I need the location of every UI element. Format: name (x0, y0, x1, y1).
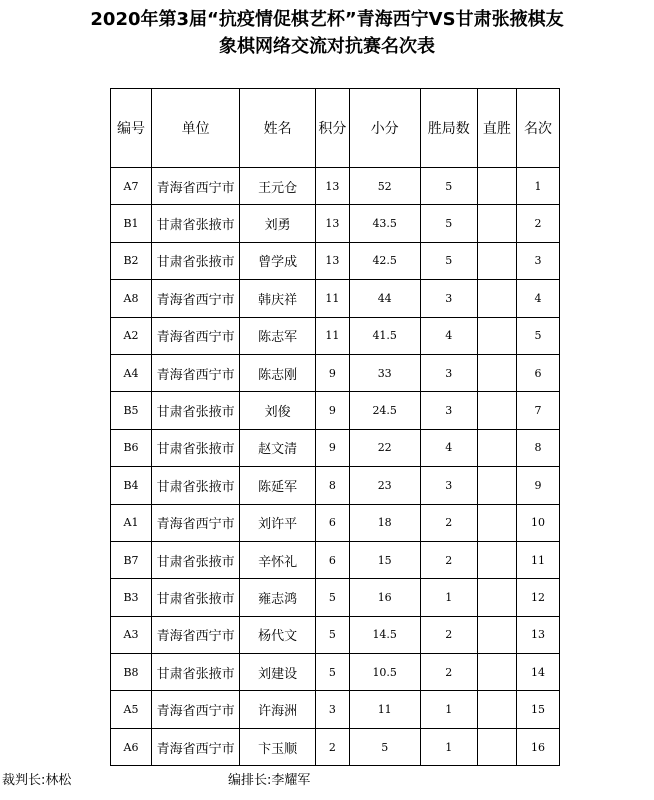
cell-sub-score: 23 (349, 467, 420, 504)
cell-direct-win (477, 691, 516, 728)
cell-id: B1 (111, 205, 152, 242)
document-title (0, 6, 654, 60)
cell-points: 9 (316, 429, 350, 466)
cell-name: 陈延军 (240, 467, 316, 504)
header-cell: 小分 (349, 89, 420, 168)
cell-unit: 青海省西宁市 (152, 354, 240, 391)
cell-direct-win (477, 317, 516, 354)
cell-points: 8 (316, 467, 350, 504)
cell-wins: 3 (420, 467, 477, 504)
cell-name: 许海洲 (240, 691, 316, 728)
cell-rank: 12 (516, 579, 559, 616)
cell-sub-score: 10.5 (349, 654, 420, 691)
cell-name: 刘许平 (240, 504, 316, 541)
table-row (111, 616, 560, 653)
cell-id: B2 (111, 242, 152, 279)
cell-direct-win (477, 354, 516, 391)
cell-unit: 青海省西宁市 (152, 168, 240, 205)
cell-sub-score: 24.5 (349, 392, 420, 429)
cell-id: B3 (111, 579, 152, 616)
cell-id: B4 (111, 467, 152, 504)
cell-unit: 甘肃省张掖市 (152, 579, 240, 616)
cell-rank: 3 (516, 242, 559, 279)
header-row (111, 89, 560, 168)
cell-sub-score: 11 (349, 691, 420, 728)
cell-name: 刘勇 (240, 205, 316, 242)
cell-direct-win (477, 205, 516, 242)
header-cell: 积分 (316, 89, 350, 168)
cell-wins: 4 (420, 429, 477, 466)
title-line-1: 2020年第3届“抗疫情促棋艺杯”青海西宁VS甘肃张掖棋友 (90, 9, 564, 30)
cell-unit: 青海省西宁市 (152, 504, 240, 541)
cell-direct-win (477, 616, 516, 653)
table-row (111, 205, 560, 242)
cell-rank: 6 (516, 354, 559, 391)
cell-id: A4 (111, 354, 152, 391)
cell-points: 11 (316, 280, 350, 317)
table-row (111, 168, 560, 205)
cell-unit: 甘肃省张掖市 (152, 392, 240, 429)
cell-name: 陈志军 (240, 317, 316, 354)
table-row (111, 317, 560, 354)
cell-wins: 3 (420, 280, 477, 317)
cell-sub-score: 22 (349, 429, 420, 466)
header-cell: 直胜 (477, 89, 516, 168)
cell-sub-score: 15 (349, 541, 420, 578)
cell-name: 辛怀礼 (240, 541, 316, 578)
table-row (111, 541, 560, 578)
cell-rank: 8 (516, 429, 559, 466)
results-table (110, 88, 560, 766)
cell-wins: 2 (420, 616, 477, 653)
cell-unit: 甘肃省张掖市 (152, 541, 240, 578)
cell-points: 9 (316, 354, 350, 391)
cell-sub-score: 42.5 (349, 242, 420, 279)
cell-unit: 青海省西宁市 (152, 728, 240, 765)
cell-sub-score: 5 (349, 728, 420, 765)
cell-unit: 甘肃省张掖市 (152, 242, 240, 279)
cell-id: A3 (111, 616, 152, 653)
cell-id: B8 (111, 654, 152, 691)
cell-points: 13 (316, 205, 350, 242)
scheduler-label: 编排长:李耀军 (228, 773, 311, 788)
cell-name: 曾学成 (240, 242, 316, 279)
cell-wins: 2 (420, 541, 477, 578)
cell-sub-score: 16 (349, 579, 420, 616)
cell-direct-win (477, 728, 516, 765)
cell-rank: 11 (516, 541, 559, 578)
cell-unit: 青海省西宁市 (152, 691, 240, 728)
cell-name: 雍志鸿 (240, 579, 316, 616)
cell-name: 卞玉顺 (240, 728, 316, 765)
header-cell: 名次 (516, 89, 559, 168)
cell-name: 杨代文 (240, 616, 316, 653)
table-row (111, 728, 560, 765)
cell-id: B5 (111, 392, 152, 429)
table-row (111, 280, 560, 317)
title-line-2: 象棋网络交流对抗赛名次表 (219, 36, 435, 57)
header-cell: 编号 (111, 89, 152, 168)
cell-rank: 14 (516, 654, 559, 691)
cell-unit: 甘肃省张掖市 (152, 467, 240, 504)
header-cell: 胜局数 (420, 89, 477, 168)
cell-rank: 13 (516, 616, 559, 653)
cell-rank: 2 (516, 205, 559, 242)
cell-sub-score: 44 (349, 280, 420, 317)
cell-wins: 5 (420, 205, 477, 242)
cell-rank: 4 (516, 280, 559, 317)
table-row (111, 242, 560, 279)
cell-unit: 甘肃省张掖市 (152, 205, 240, 242)
cell-wins: 5 (420, 168, 477, 205)
table-body (111, 168, 560, 766)
cell-rank: 16 (516, 728, 559, 765)
referee-label: 裁判长:林松 (2, 773, 72, 788)
table-row (111, 579, 560, 616)
cell-unit: 甘肃省张掖市 (152, 429, 240, 466)
cell-rank: 10 (516, 504, 559, 541)
cell-direct-win (477, 467, 516, 504)
cell-wins: 5 (420, 242, 477, 279)
cell-sub-score: 33 (349, 354, 420, 391)
cell-name: 陈志刚 (240, 354, 316, 391)
cell-id: A2 (111, 317, 152, 354)
cell-id: B7 (111, 541, 152, 578)
cell-direct-win (477, 242, 516, 279)
cell-sub-score: 14.5 (349, 616, 420, 653)
cell-points: 3 (316, 691, 350, 728)
cell-name: 赵文清 (240, 429, 316, 466)
cell-sub-score: 18 (349, 504, 420, 541)
cell-rank: 7 (516, 392, 559, 429)
table-row (111, 467, 560, 504)
cell-name: 王元仓 (240, 168, 316, 205)
cell-unit: 青海省西宁市 (152, 280, 240, 317)
cell-points: 5 (316, 654, 350, 691)
cell-direct-win (477, 541, 516, 578)
cell-id: B6 (111, 429, 152, 466)
cell-rank: 9 (516, 467, 559, 504)
cell-rank: 15 (516, 691, 559, 728)
cell-rank: 1 (516, 168, 559, 205)
cell-name: 刘建设 (240, 654, 316, 691)
header-cell: 单位 (152, 89, 240, 168)
cell-direct-win (477, 579, 516, 616)
cell-unit: 甘肃省张掖市 (152, 654, 240, 691)
cell-wins: 1 (420, 728, 477, 765)
cell-direct-win (477, 504, 516, 541)
cell-id: A8 (111, 280, 152, 317)
cell-id: A1 (111, 504, 152, 541)
cell-points: 2 (316, 728, 350, 765)
table-row (111, 429, 560, 466)
table-row (111, 654, 560, 691)
table-row (111, 691, 560, 728)
table-row (111, 504, 560, 541)
cell-points: 13 (316, 168, 350, 205)
cell-wins: 4 (420, 317, 477, 354)
cell-points: 6 (316, 504, 350, 541)
cell-wins: 1 (420, 691, 477, 728)
cell-direct-win (477, 429, 516, 466)
cell-name: 刘俊 (240, 392, 316, 429)
table-row (111, 354, 560, 391)
cell-points: 6 (316, 541, 350, 578)
cell-wins: 3 (420, 392, 477, 429)
cell-id: A6 (111, 728, 152, 765)
cell-sub-score: 41.5 (349, 317, 420, 354)
cell-sub-score: 43.5 (349, 205, 420, 242)
cell-points: 11 (316, 317, 350, 354)
cell-id: A7 (111, 168, 152, 205)
cell-rank: 5 (516, 317, 559, 354)
cell-id: A5 (111, 691, 152, 728)
cell-points: 13 (316, 242, 350, 279)
cell-wins: 2 (420, 504, 477, 541)
cell-points: 5 (316, 579, 350, 616)
cell-direct-win (477, 392, 516, 429)
cell-sub-score: 52 (349, 168, 420, 205)
cell-direct-win (477, 654, 516, 691)
cell-wins: 2 (420, 654, 477, 691)
cell-wins: 3 (420, 354, 477, 391)
cell-points: 5 (316, 616, 350, 653)
header-cell: 姓名 (240, 89, 316, 168)
cell-name: 韩庆祥 (240, 280, 316, 317)
cell-unit: 青海省西宁市 (152, 317, 240, 354)
cell-wins: 1 (420, 579, 477, 616)
table-row (111, 392, 560, 429)
cell-unit: 青海省西宁市 (152, 616, 240, 653)
cell-points: 9 (316, 392, 350, 429)
cell-direct-win (477, 168, 516, 205)
cell-direct-win (477, 280, 516, 317)
